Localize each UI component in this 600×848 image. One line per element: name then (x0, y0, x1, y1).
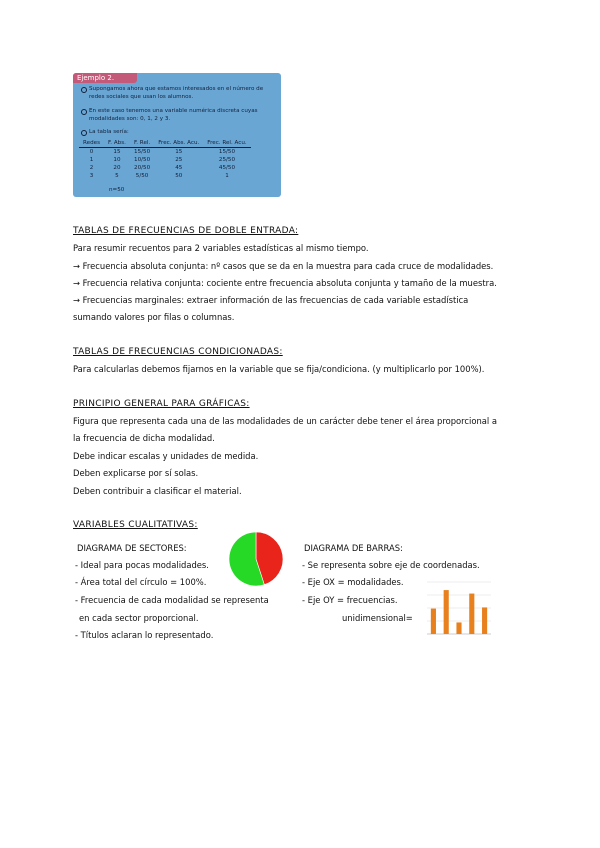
table-cell: 15/50 (218, 149, 236, 155)
table-row (79, 164, 251, 172)
barras-extra: unidimensional= (342, 613, 413, 623)
heading-variables-cualitativas: VARIABLES CUALITATIVAS: (73, 520, 198, 530)
bar (482, 607, 487, 634)
bar (456, 622, 461, 634)
table-header-cell: Redes (79, 139, 104, 148)
bar (444, 590, 449, 634)
table-cell: 1 (89, 157, 94, 163)
paragraph-line: → Frecuencias marginales: extraer información de las frecuencias de cada variable estadística (73, 295, 469, 305)
heading-condicionadas: TABLAS DE FRECUENCIAS CONDICIONADAS: (73, 347, 283, 357)
example-bullet: Supongamos ahora que estamos interesados en el número de redes sociales que usan los alumnos. (81, 86, 277, 101)
table-cell: 0 (89, 149, 94, 155)
paragraph-line: Para resumir recuentos para 2 variables estadísticas al mismo tiempo. (73, 243, 369, 253)
table-row (79, 148, 251, 157)
table-cell: 25 (175, 157, 183, 163)
bullet-circle-icon (81, 109, 87, 115)
table-header-cell: Frec. Abs. Acu. (154, 139, 203, 148)
barras-line: - Se representa sobre eje de coordenadas. (302, 560, 480, 570)
table-cell: 45/50 (218, 165, 236, 171)
table-cell: 10 (113, 157, 121, 163)
barras-title: DIAGRAMA DE BARRAS: (304, 543, 403, 553)
table-cell: 1 (225, 173, 229, 179)
table-header-cell: F. Abs. (104, 139, 130, 148)
table-cell: 5 (115, 173, 119, 179)
sectores-line: - Área total del círculo = 100%. (75, 577, 207, 587)
paragraph-line: → Frecuencia absoluta conjunta: nº casos que se da en la muestra para cada cruce de modalidades. (73, 261, 494, 271)
example-bullet: En este caso tenemos una variable numérica discreta cuyas modalidades son: 0, 1, 2 y 3. (81, 108, 277, 123)
table-header-row (79, 139, 251, 148)
table-cell: 50 (175, 173, 183, 179)
example-box (73, 73, 281, 197)
table-cell: 2 (89, 165, 94, 171)
table-cell: 15 (175, 149, 183, 155)
table-cell: 20/50 (134, 165, 151, 171)
bullet-circle-icon (81, 130, 87, 136)
table-header-cell: F. Rel. (130, 139, 154, 148)
table-header-cell: Frec. Rel. Acu. (203, 139, 250, 148)
table-cell: 15 (113, 149, 121, 155)
table-cell: 45 (175, 165, 183, 171)
heading-doble-entrada: TABLAS DE FRECUENCIAS DE DOBLE ENTRADA: (73, 226, 299, 236)
bar (469, 594, 474, 634)
table-cell: 5/50 (135, 173, 149, 179)
paragraph-line: → Frecuencia relativa conjunta: cociente entre frecuencia absoluta conjunta y tamaño de la muestra. (73, 278, 497, 288)
barras-line: - Eje OY = frecuencias. (302, 595, 398, 605)
example-bullet: La tabla sería: (81, 129, 277, 137)
pie-chart (226, 530, 286, 588)
sectores-line: - Títulos aclaran lo representado. (75, 630, 214, 640)
example-frequency-table (79, 139, 251, 180)
paragraph-line: Deben contribuir a clasificar el material. (73, 486, 242, 496)
example-title: Ejemplo 2. (73, 73, 137, 83)
heading-principio-general: PRINCIPIO GENERAL PARA GRÁFICAS: (73, 399, 250, 409)
table-row (79, 156, 251, 164)
paragraph-line: Deben explicarse por sí solas. (73, 468, 199, 478)
bar-chart (421, 578, 493, 640)
bullet-circle-icon (81, 87, 87, 93)
paragraph-line: Figura que representa cada una de las modalidades de un carácter debe tener el área proporcional a (73, 416, 498, 426)
paragraph-line: sumando valores por filas o columnas. (73, 312, 235, 322)
table-cell: 15/50 (134, 149, 151, 155)
sectores-line: en cada sector proporcional. (79, 613, 199, 623)
example-total: n=50 (109, 187, 125, 193)
paragraph-line: Para calcularlas debemos fijarnos en la variable que se fija/condiciona. (y multiplicarlo por 100%). (73, 364, 485, 374)
barras-line: - Eje OX = modalidades. (302, 577, 404, 587)
paragraph-line: Debe indicar escalas y unidades de medida. (73, 451, 259, 461)
table-cell: 10/50 (134, 157, 151, 163)
sectores-line: - Frecuencia de cada modalidad se representa (75, 595, 269, 605)
table-row (79, 172, 251, 180)
sectores-title: DIAGRAMA DE SECTORES: (77, 543, 187, 553)
table-cell: 20 (113, 165, 121, 171)
sectores-line: - Ideal para pocas modalidades. (75, 560, 209, 570)
bar (431, 609, 436, 634)
table-cell: 25/50 (218, 157, 236, 163)
paragraph-line: la frecuencia de dicha modalidad. (73, 433, 215, 443)
table-cell: 3 (89, 173, 94, 179)
